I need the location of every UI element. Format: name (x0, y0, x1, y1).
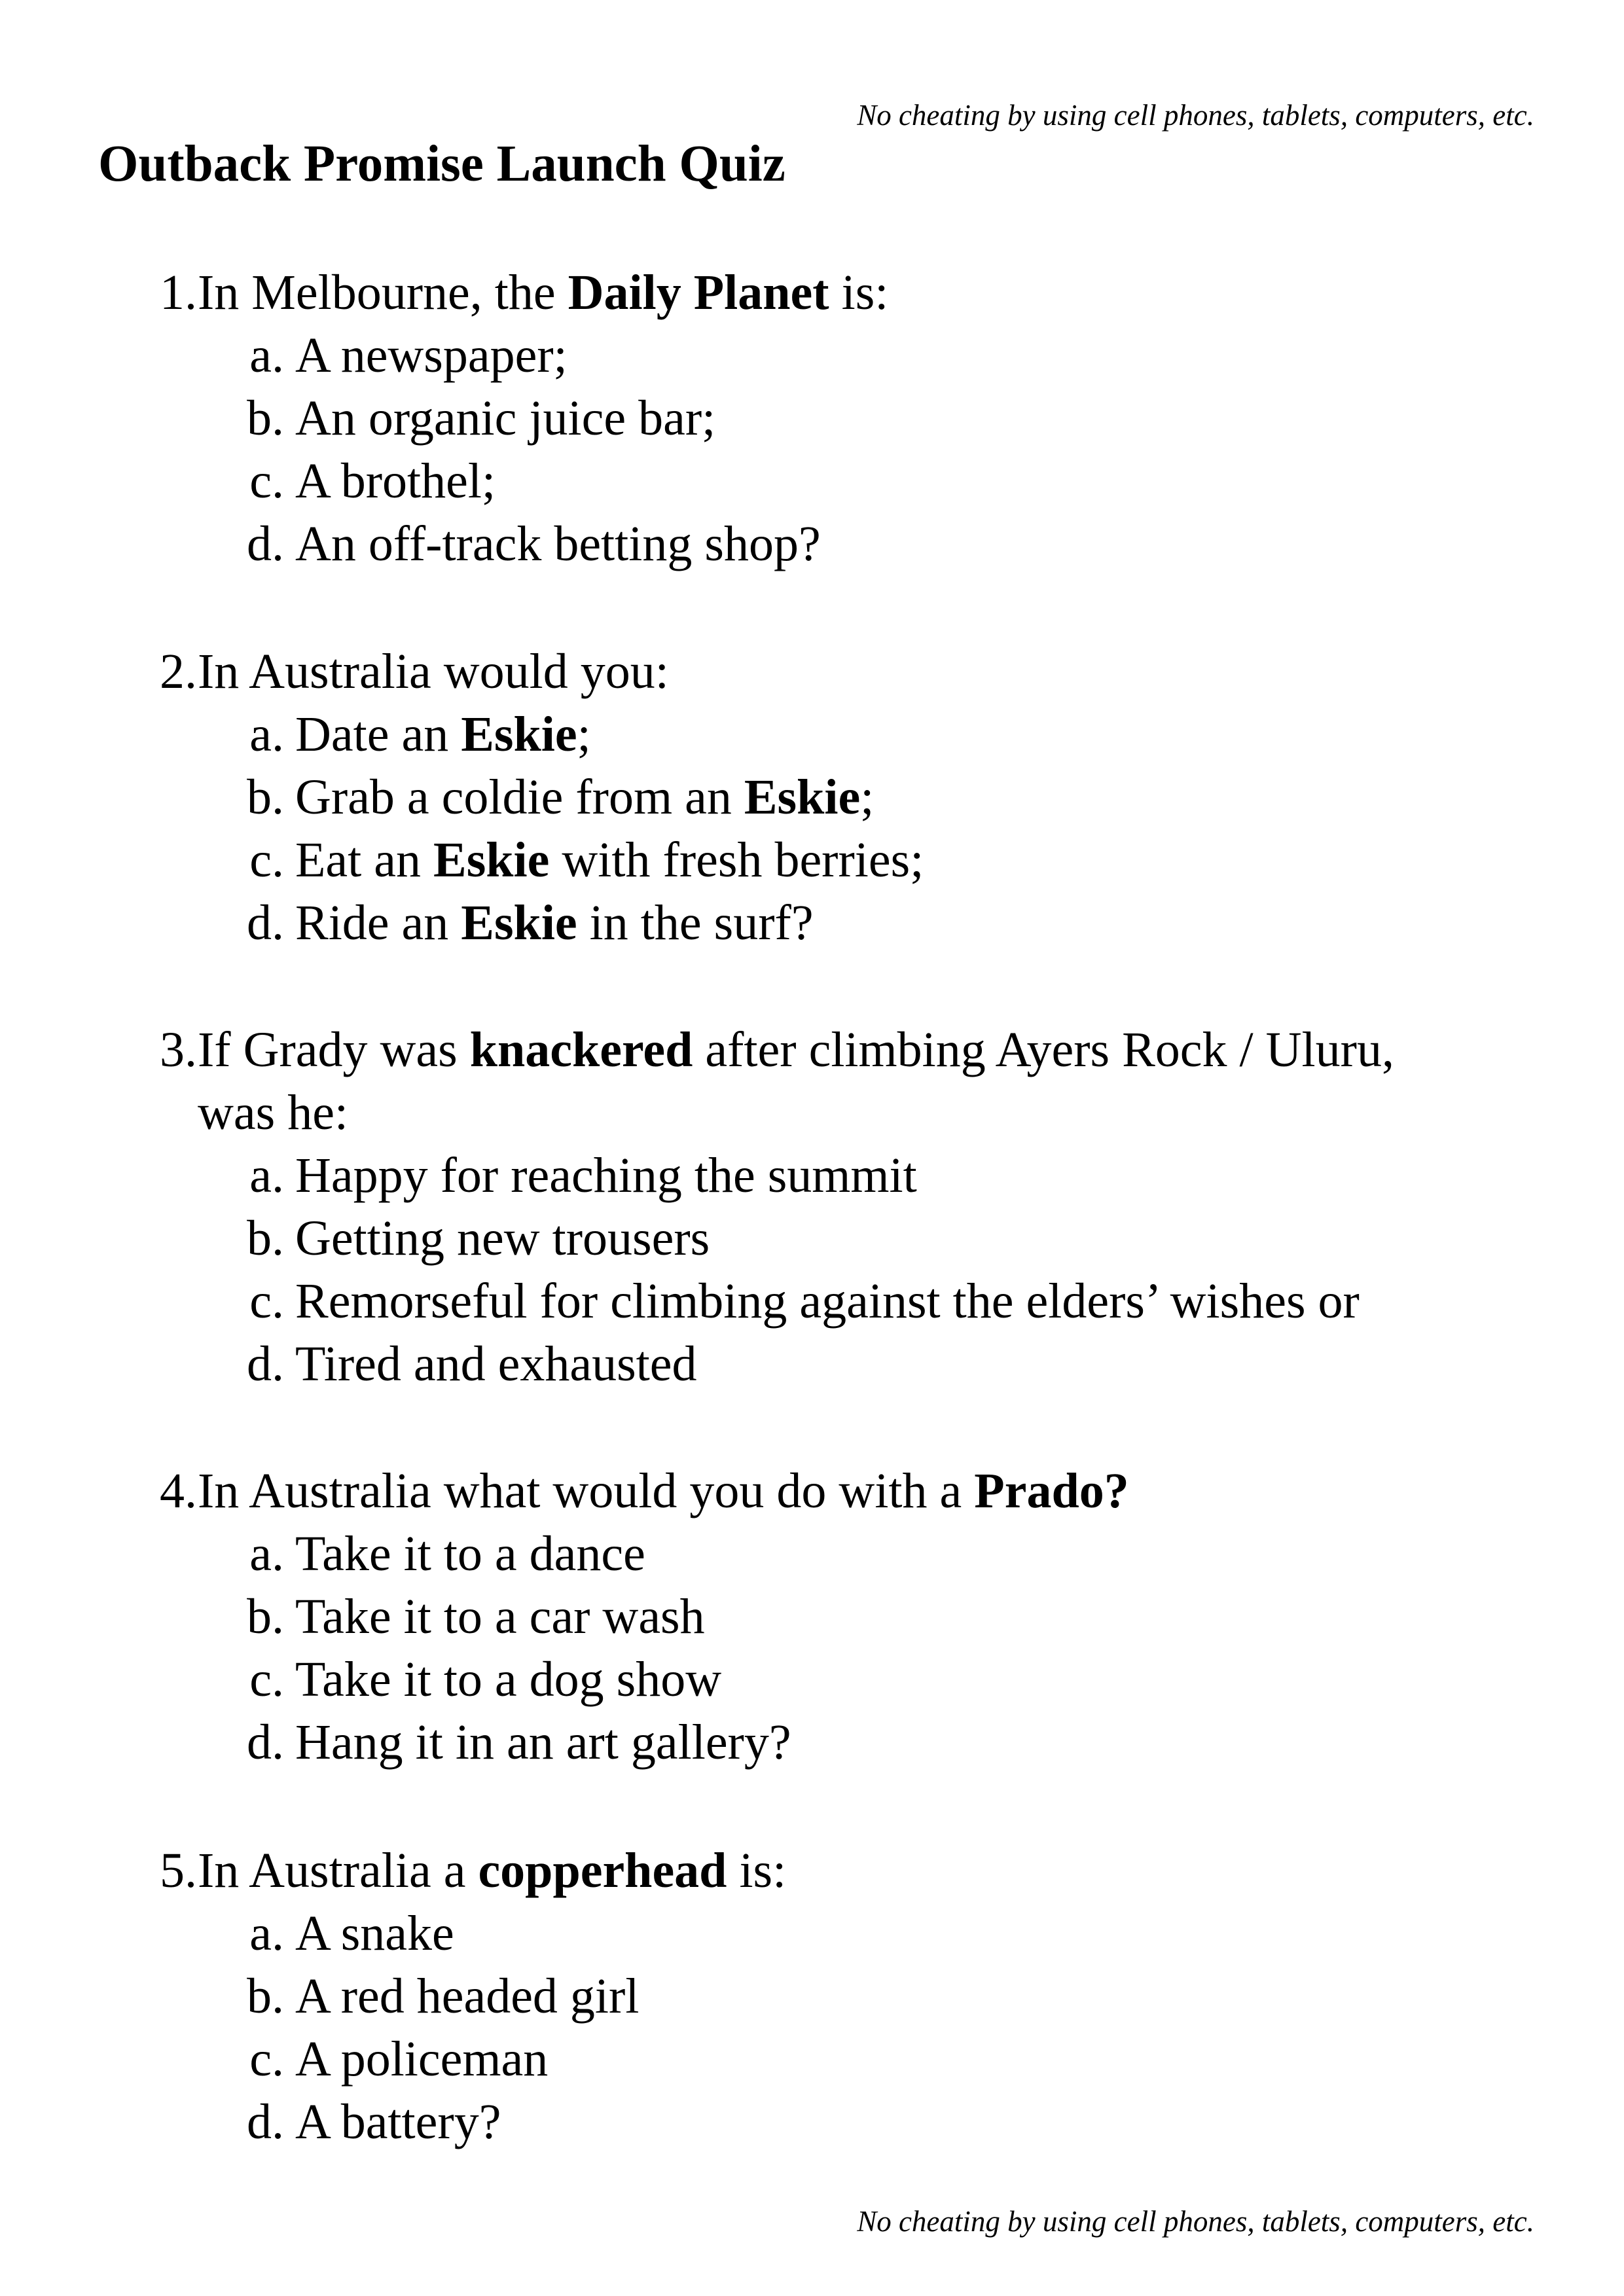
option-letter: c. (249, 833, 284, 888)
option-letter: a. (249, 1148, 284, 1203)
option-letter: a. (249, 328, 284, 383)
option-a (0, 1902, 1624, 1965)
option-letter: d. (247, 1715, 284, 1770)
option-text: Take it to a car wash (295, 1589, 705, 1644)
option-letter: c. (249, 2032, 284, 2087)
option-a (0, 703, 1624, 766)
question-3 (0, 1018, 1624, 1395)
option-letter: d. (247, 2094, 284, 2149)
option-b (0, 1585, 1624, 1648)
option-text: Date an Eskie; (295, 707, 591, 762)
question-line (0, 261, 1624, 324)
option-text: An organic juice bar; (295, 391, 716, 446)
option-a (0, 1144, 1624, 1207)
question-line (0, 1460, 1624, 1522)
option-keyword: Eskie (461, 895, 577, 950)
question-text: In Australia would you: (198, 644, 669, 699)
question-text: In Australia a copperhead is: (198, 1843, 787, 1898)
option-letter: d. (247, 1336, 284, 1391)
option-letter: b. (247, 770, 284, 825)
question-text: In Melbourne, the Daily Planet is: (198, 265, 889, 320)
question-4 (0, 1460, 1624, 1774)
question-5 (0, 1839, 1624, 2153)
option-text: Hang it in an art gallery? (295, 1715, 791, 1770)
question-number: 2. (160, 644, 197, 699)
option-letter: a. (249, 1526, 284, 1581)
question-line (0, 1839, 1624, 1902)
question-line-continued (0, 1081, 1624, 1144)
option-keyword: Eskie (461, 707, 577, 762)
option-text: An off-track betting shop? (295, 516, 821, 571)
question-text-continued: was he: (198, 1085, 349, 1140)
no-cheating-notice-bottom: No cheating by using cell phones, tablets, computers, etc. (857, 2205, 1534, 2238)
option-letter: b. (247, 1969, 284, 2024)
option-text: A battery? (295, 2094, 501, 2149)
option-letter: a. (249, 707, 284, 762)
option-text: Grab a coldie from an Eskie; (295, 770, 875, 825)
no-cheating-notice-top: No cheating by using cell phones, tablets, computers, etc. (857, 99, 1534, 132)
option-c (0, 450, 1624, 512)
option-text: Remorseful for climbing against the elders’ wishes or (295, 1274, 1360, 1329)
option-d (0, 1711, 1624, 1774)
option-b (0, 1965, 1624, 2028)
question-keyword: Daily Planet (568, 265, 829, 320)
option-letter: c. (249, 454, 284, 509)
question-number: 4. (160, 1463, 197, 1518)
option-text: Getting new trousers (295, 1211, 710, 1266)
option-d (0, 891, 1624, 954)
option-keyword: Eskie (744, 770, 861, 825)
question-number: 5. (160, 1843, 197, 1898)
question-number: 1. (160, 265, 197, 320)
option-a (0, 324, 1624, 387)
option-letter: c. (249, 1274, 284, 1329)
question-text: If Grady was knackered after climbing Ayers Rock / Uluru, (198, 1022, 1394, 1077)
question-2 (0, 640, 1624, 954)
option-text: Take it to a dog show (295, 1652, 722, 1707)
question-keyword: knackered (469, 1022, 693, 1077)
option-text: A policeman (295, 2032, 549, 2087)
option-b (0, 387, 1624, 450)
question-text: In Australia what would you do with a Prado? (198, 1463, 1129, 1518)
option-text: Eat an Eskie with fresh berries; (295, 833, 924, 888)
option-letter: b. (247, 391, 284, 446)
quiz-title: Outback Promise Launch Quiz (98, 135, 785, 192)
option-c (0, 829, 1624, 891)
question-line (0, 1018, 1624, 1081)
option-text: A snake (295, 1906, 454, 1961)
option-text: Ride an Eskie in the surf? (295, 895, 814, 950)
question-number: 3. (160, 1022, 197, 1077)
option-text: A red headed girl (295, 1969, 640, 2024)
option-d (0, 512, 1624, 575)
option-letter: d. (247, 516, 284, 571)
option-text: A brothel; (295, 454, 496, 509)
option-d (0, 1333, 1624, 1395)
option-b (0, 766, 1624, 829)
option-letter: d. (247, 895, 284, 950)
option-a (0, 1522, 1624, 1585)
option-b (0, 1207, 1624, 1270)
option-letter: b. (247, 1211, 284, 1266)
option-d (0, 2090, 1624, 2153)
question-keyword: copperhead (478, 1843, 727, 1898)
option-text: A newspaper; (295, 328, 568, 383)
option-c (0, 1270, 1624, 1333)
option-letter: a. (249, 1906, 284, 1961)
option-c (0, 1648, 1624, 1711)
question-1 (0, 261, 1624, 575)
option-keyword: Eskie (433, 833, 550, 888)
option-c (0, 2028, 1624, 2090)
option-text: Tired and exhausted (295, 1336, 697, 1391)
question-line (0, 640, 1624, 703)
option-letter: b. (247, 1589, 284, 1644)
option-letter: c. (249, 1652, 284, 1707)
option-text: Take it to a dance (295, 1526, 645, 1581)
option-text: Happy for reaching the summit (295, 1148, 917, 1203)
question-keyword: Prado? (974, 1463, 1129, 1518)
